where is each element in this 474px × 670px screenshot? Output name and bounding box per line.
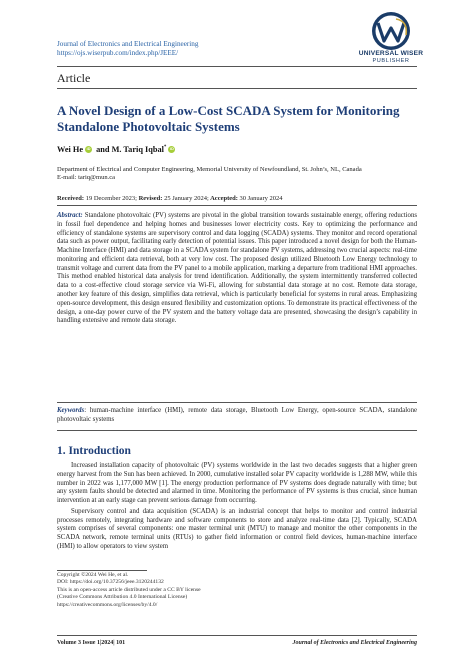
license-line: (Creative Commons Attribution 4.0 International License) [57,594,188,601]
footer-divider [57,635,417,636]
received-label: Received: [57,195,85,202]
abstract-divider [57,402,417,403]
author-name: M. Tariq Iqbal [111,145,164,154]
orcid-icon[interactable] [85,146,92,153]
accepted-date: 30 January 2024 [237,195,283,202]
author-line [57,145,417,154]
license-line: This is an open-access article distributed under a CC BY license [57,586,201,593]
keywords-text: : human-machine interface (HMI), remote data storage, Bluetooth Low Energy, open-source SCADA, standalone photovoltaic systems [57,407,417,423]
accepted-label: Accepted: [208,195,238,202]
revised-label: Revised: [136,195,163,202]
received-date: 19 December 2023; [84,195,137,202]
doi-link[interactable]: DOI: https://doi.org/10.37256/jeee.3120244132 [57,579,164,586]
paragraph: Increased installation capacity of photovoltaic (PV) systems worldwide in the last two decades suggests that a higher green energy harvest from the Sun has been achieved. In 2000, cumulative installed solar PV capacity worldwide is 1,288 MW, while this number in 2022 was 1,177,000 MW [1]. The energy production performance of PV systems does degrade naturally with time; but any system faults should be detected and alarmed in time. Monitoring the performance of PV systems is thus crucial, since human intervention at an early stage can prevent serious damage from occurring. [57,462,417,505]
abstract-text: Standalone photovoltaic (PV) systems are pivotal in the global transition towards sustainable energy, offering reductions in fossil fuel dependence and helping homes and businesses lower electricity costs. Key to optimizing the performance and efficiency of standalone systems are supervisory control and data logging (SCADA) systems. They monitor and record operational data such as power output, facilitating early detection of potential issues. This paper introduced a novel design for both the Human-Machine Interface (HMI) and data storage in a SCADA system for standalone PV systems, addressing two crucial aspects: real-time monitoring and efficient data retrieval, both at very low cost. The proposed design utilized Bluetooth Low Energy technology to transmit voltage and current data from the PV panel to a mobile application, marking a departure from traditional HMI approaches. This method enabled historical data analysis for trend identification. Additionally, the system intermittently transferred collected data to a cost-effective cloud storage service via Wi-Fi, allowing for substantial data storage at no cost. Remote data storage, another key feature of this design, simplifies data retrieval, which is particularly beneficial for systems in rural areas. Emphasizing open-source development, this design ensured flexibility and customization options. To demonstrate its practical effectiveness of the design, a one-day power curve of the PV system and the battery voltage data are presented, showcasing the design’s capability in handling extensive and remote data storage. [57,212,417,325]
keywords-label: Keywords [57,407,85,414]
footer-volume: Volume 3 Issue 1|2024| 101 [57,640,126,646]
abstract-label: Abstract: [57,212,83,219]
copyright-notice [57,572,297,609]
paper-title: A Novel Design of a Low-Cost SCADA System for Monitoring Standalone Photovoltaic Systems [57,103,400,134]
revised-date: 25 January 2024; [162,195,209,202]
footer-journal: Journal of Electronics and Electrical Engineering [292,640,417,646]
copyright-line: Copyright ©2024 Wei He, et al. [57,572,129,578]
publication-dates [57,195,417,202]
article-type: Article [57,71,91,85]
author-name: Wei He [57,145,84,154]
paragraph: Supervisory control and data acquisition (SCADA) is an industrial concept that helps to monitor and control industrial processes remotely, integrating hardware and software components to store and analyze real-time data [2]. Typically, SCADA system comprises of several components: one master terminal unit (MTU) to manage and monitor the other components in the SCADA network, remote terminal units (RTUs) to gather field information or control field devices, human-machine interface (HMI) to allow operators to view system [57,507,417,551]
keywords [57,407,417,425]
license-link[interactable]: https://creativecommons.org/licenses/by/4.0/ [57,601,158,608]
journal-url-link[interactable]: https://ojs.wiserpub.com/index.php/JEEE/ [57,49,179,57]
section-heading-introduction: 1. Introduction [57,445,131,457]
dates-divider [57,205,417,206]
affiliation-department: Department of Electrical and Computer Engineering, Memorial University of Newfoundland, St. John’s, NL, Canada [57,166,362,173]
publisher-name: UNIVERSAL WISER [358,50,424,57]
article-divider [57,88,417,89]
keywords-divider [57,430,417,431]
introduction-body [57,462,417,554]
footnote-divider [57,570,147,571]
author-connector: and [94,145,112,154]
publisher-subtitle: PUBLISHER [372,58,410,64]
corresponding-mark: * [163,145,167,151]
journal-name: Journal of Electronics and Electrical Engineering [57,40,199,48]
abstract [57,212,417,326]
affiliation [57,166,417,182]
header-divider [57,66,417,67]
orcid-icon[interactable] [168,146,175,153]
affiliation-email: E-mail: tariq@mun.ca [57,174,115,182]
journal-header [57,40,317,58]
